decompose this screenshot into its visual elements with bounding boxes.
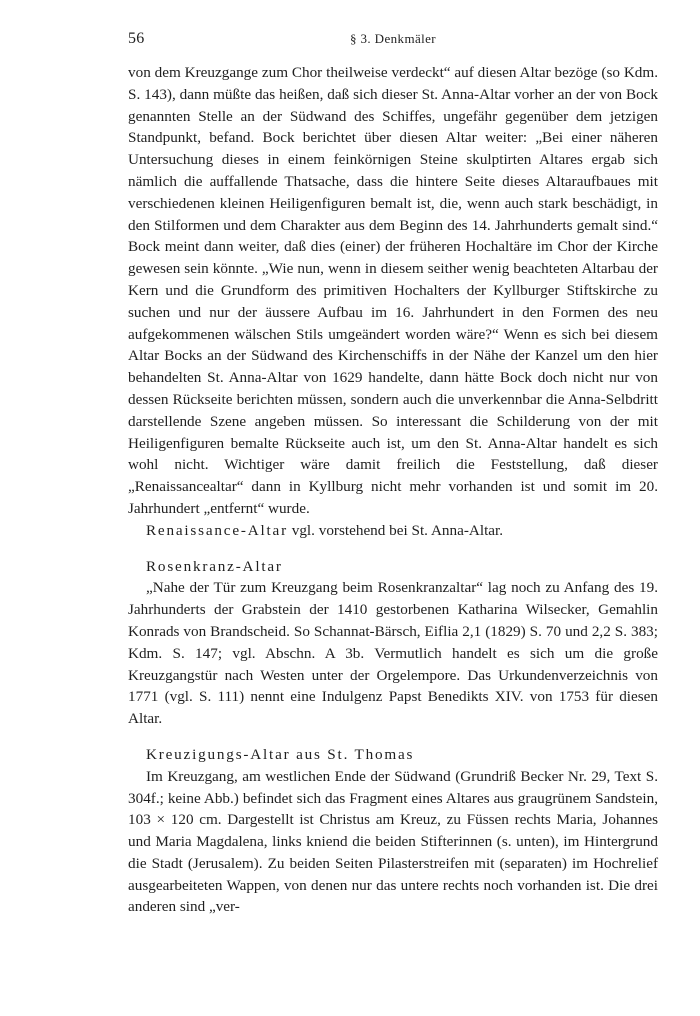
kreuzigung-title: Kreuzigungs-Altar aus St. Thomas (146, 745, 415, 763)
page-number: 56 (128, 30, 145, 47)
renaissance-text: vgl. vorstehend bei St. Anna-Altar. (287, 521, 504, 539)
kreuzigung-section (128, 744, 658, 918)
page-header (128, 30, 658, 50)
rosenkranz-paragraph: „Nahe der Tür zum Kreuzgang beim Rosenkranzaltar“ lag noch zu Anfang des 19. Jahrhunderts der Grabstein der 1410 gestorbenen Katharina Wilsecker, Gemahlin Konrads von Brandscheid. So Schannat-Bärsch, Eiflia 2,1 (1829) S. 70 und 2,2 S. 383; Kdm. S. 147; vgl. Abschn. A 3b. Vermutlich handelt es sich um die große Kreuzgangstür nach Westen unter der Orgelempore. Das Urkundenverzeichnis von 1771 (vgl. S. 111) nennt eine Indulgenz Papst Benedikts XIV. von 1753 für diesen Altar. (128, 579, 658, 728)
text-body (128, 62, 658, 918)
renaissance-title: Renaissance-Altar (146, 521, 288, 539)
running-head: § 3. Denkmäler (349, 31, 437, 46)
renaissance-entry (128, 520, 658, 542)
kreuzigung-paragraph: Im Kreuzgang, am westlichen Ende der Südwand (Grundriß Becker Nr. 29, Text S. 304f.; keine Abb.) befindet sich das Fragment eines Altares aus graugrünem Sandstein, 103 × 120 cm. Dargestellt ist Christus am Kreuz, zu Füssen rechts Maria, Johannes und Maria Magdalena, links kniend die beiden Stifterinnen (s. unten), im Hintergrund die Stadt (Jerusalem). Zu beiden Seiten Pilasterstreifen mit (separaten) im Hochrelief ausgearbeiteten Wappen, von denen nur das untere rechts noch vorhanden ist. Die drei anderen sind „ver- (128, 767, 658, 916)
rosenkranz-section (128, 556, 658, 730)
rosenkranz-title: Rosenkranz-Altar (146, 557, 283, 575)
intro-paragraph: von dem Kreuzgange zum Chor theilweise verdeckt“ auf diesen Altar bezöge (so Kdm. S. 143), dann müßte das heißen, daß sich dieser St. Anna-Altar vorher an der von Bock genannten Stelle an der Südwand des Schiffes, ungefähr gegenüber dem jetzigen Standpunkt, befand. Bock berichtet über diesen Altar weiter: „Bei einer näheren Untersuchung dieses in einem feinkörnigen Steine skulptirten Altares ergab sich nämlich die auffallende Thatsache, dass die hintere Seite dieses Altaraufbaues mit verschiedenen kleinen Heiligenfiguren bemalt ist, die, wenn auch stark beschädigt, in den Stilformen und dem Charakter aus dem Beginn des 14. Jahrhunderts gemalt sind.“ Bock meint dann weiter, daß dies (einer) der früheren Hochaltäre im Chor der Kirche gewesen sein könnte. „Wie nun, wenn in diesem seither wenig beachteten Altarbau der Kern und die Grundform des primitiven Hochalters der Kyllburger Stiftskirche zu suchen und nur der äussere Aufbau im 16. Jahrhundert in den Formen des neu aufgekommenen wälschen Stils umgeändert worden wäre?“ Wenn es sich bei diesem Altar Bocks an der Südwand des Kirchenschiffs in der Nähe der Kanzel um den hier behandelten St. Anna-Altar von 1629 handelte, dann hätte Bock doch nicht nur von dessen Rückseite berichten müssen, sondern auch die unverkennbar die Anna-Selbdritt darstellende Szene angeben müssen. So interessant die Schilderung von der mit Heiligenfiguren bemalte Rückseite auch ist, um den St. Anna-Altar handelt es sich wohl nicht. Wichtiger wäre damit freilich die Feststellung, daß dieser „Renaissancealtar“ dann in Kyllburg nicht mehr vorhanden ist und somit im 20. Jahrhundert „entfernt“ wurde. (128, 64, 658, 517)
